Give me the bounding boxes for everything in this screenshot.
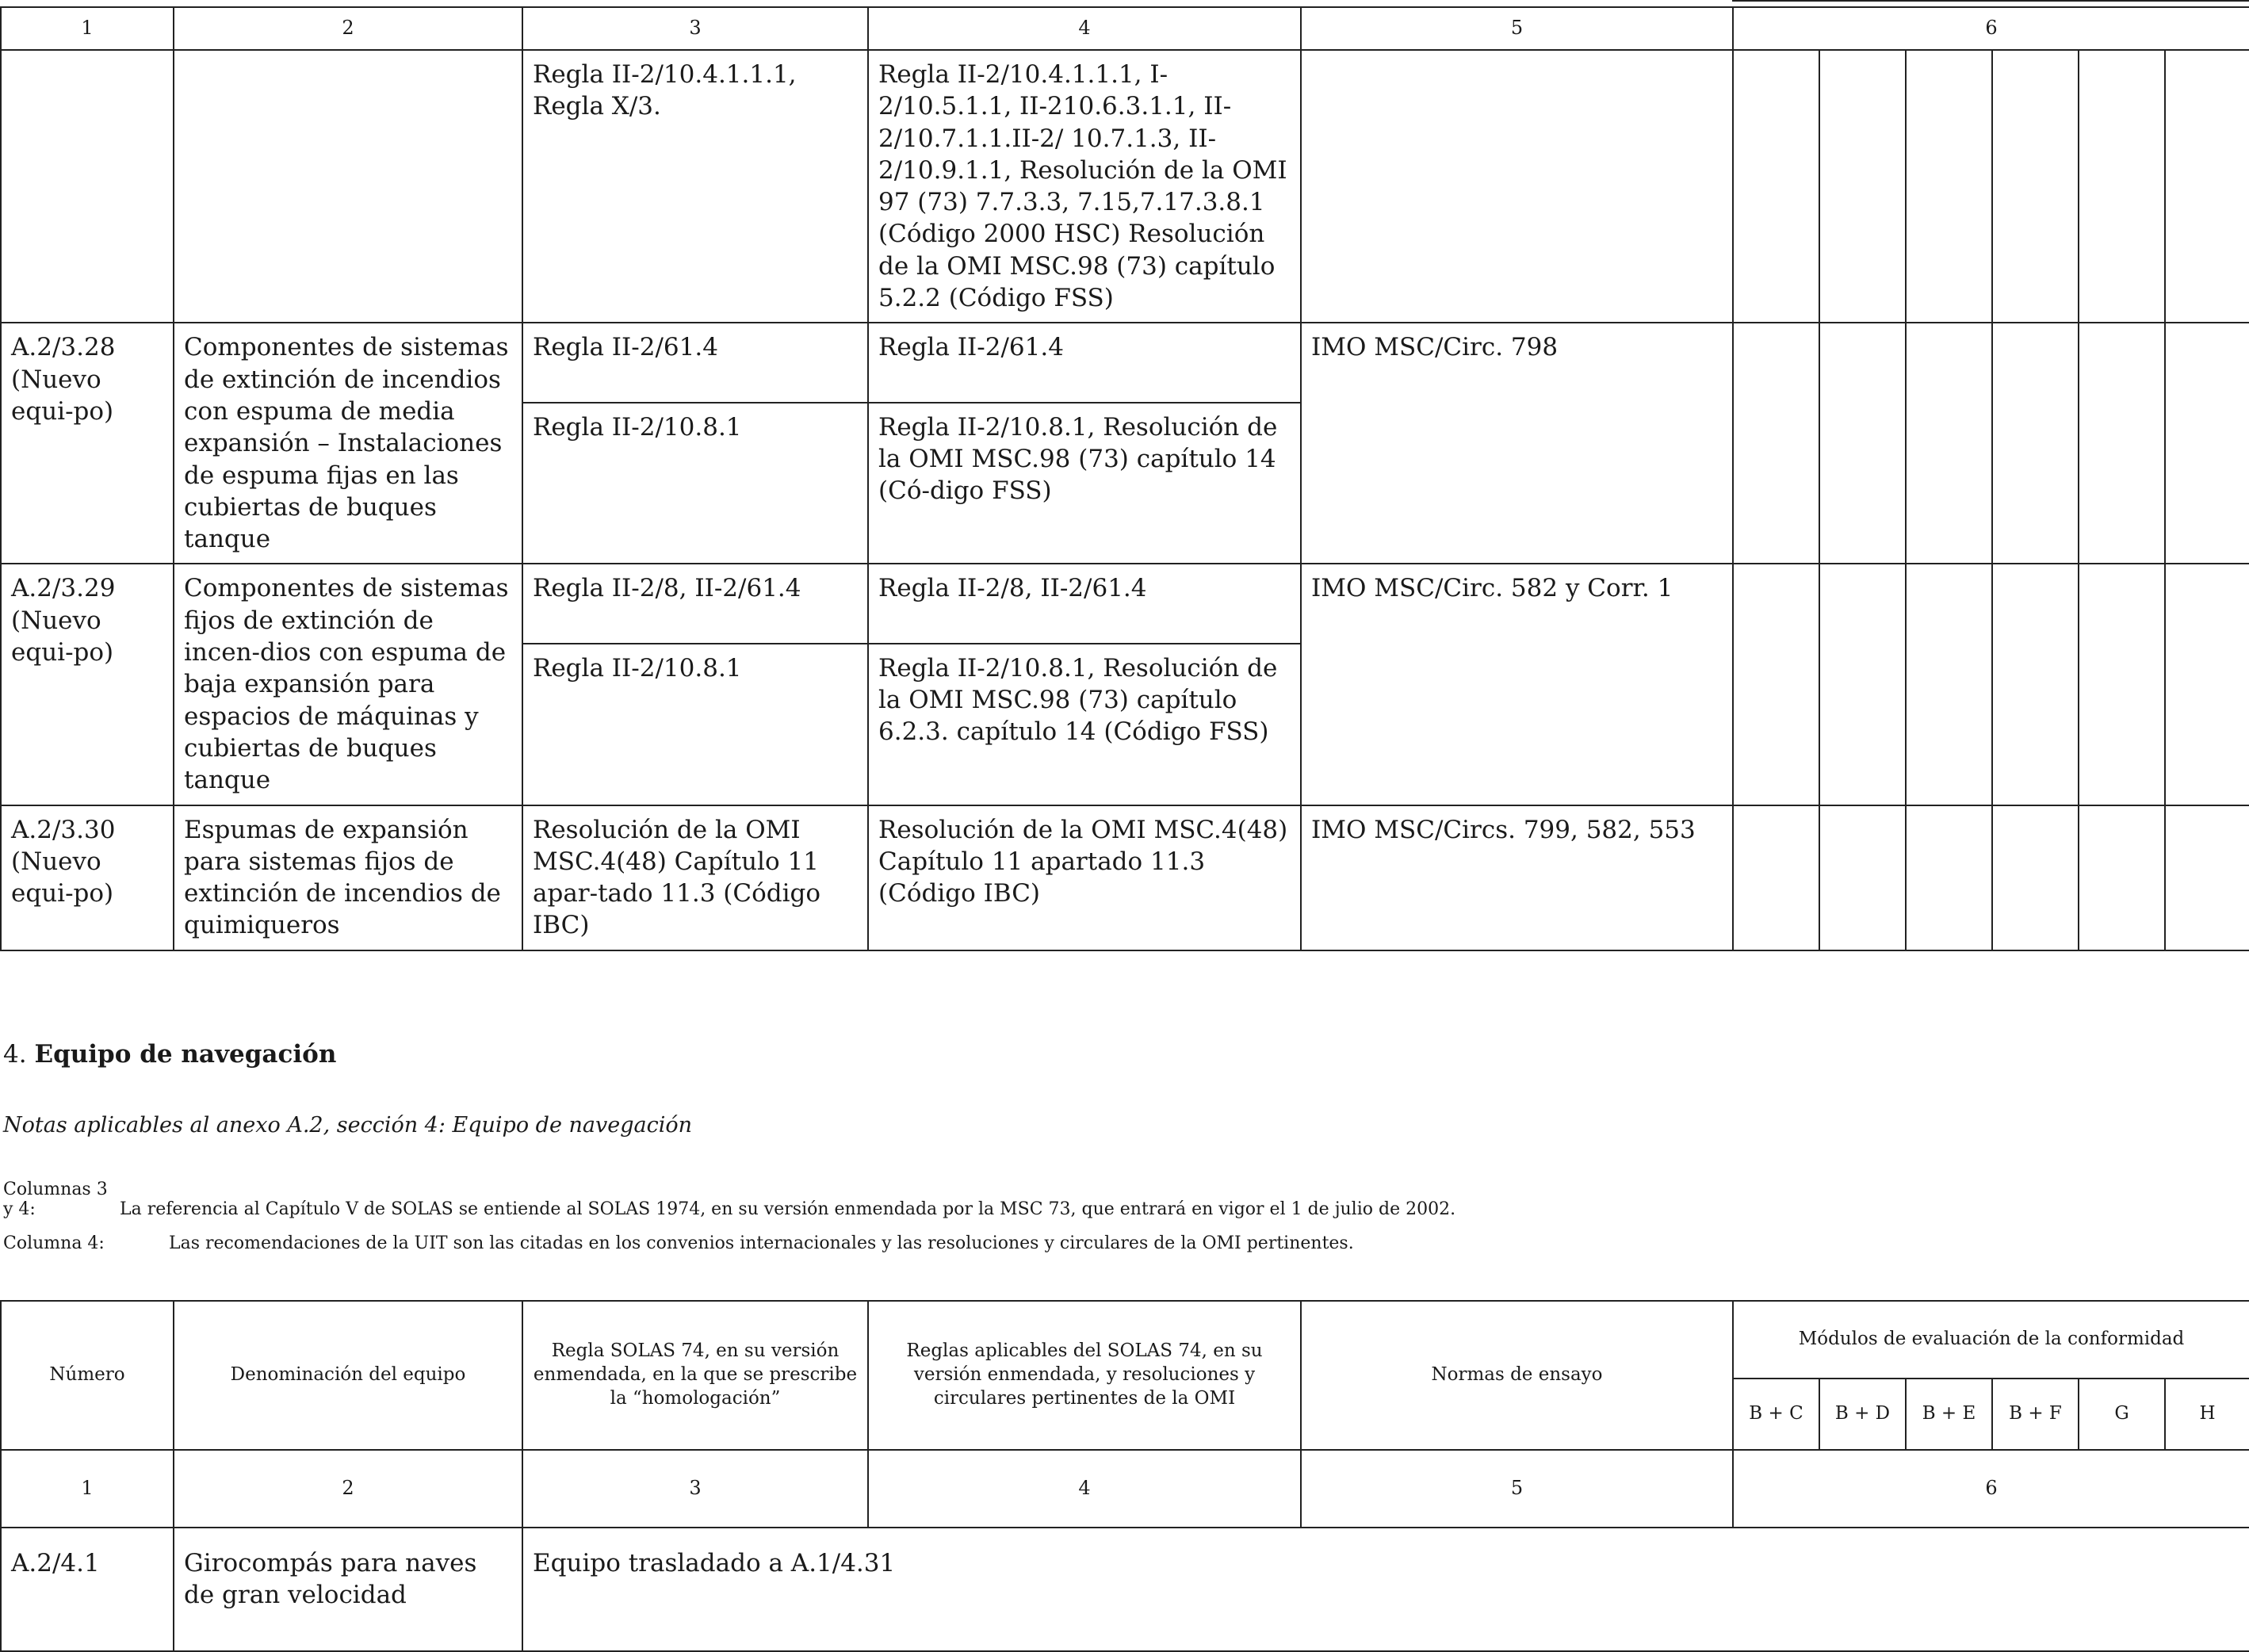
column-number-row [1, 1450, 2249, 1528]
col-number-4: 4 [868, 7, 1301, 50]
note-column-4 [3, 1233, 1354, 1253]
table-row [1, 1528, 2249, 1651]
row-number-cell: A.2/4.1 [1, 1528, 174, 1651]
solas-rule-cell: Resolución de la OMI MSC.4(48) Capítulo 11 apar-tado 11.3 (Código IBC) [522, 805, 868, 950]
module-cell [1819, 50, 1906, 323]
header-reglas-aplicables: Reglas aplicables del SOLAS 74, en su versión enmendada, y resoluciones y circulares pertinentes de la OMI [868, 1301, 1301, 1450]
col-number-6: 6 [1733, 1450, 2249, 1528]
module-cell [1992, 805, 2079, 950]
module-cell [2079, 50, 2165, 323]
module-header: B + C [1733, 1379, 1819, 1450]
module-cell [2079, 805, 2165, 950]
module-cell [1992, 564, 2079, 805]
solas-rule-cell: Regla II-2/8, II-2/61.4 [522, 564, 868, 643]
applicable-rules-cell: Regla II-2/10.4.1.1.1, I-2/10.5.1.1, II-210.6.3.1.1, II-2/10.7.1.1.II-2/ 10.7.1.3, II-2/10.9.1.1, Resolución de la OMI 97 (73) 7.7.3.3, 7.15,7.17.3.8.1 (Código 2000 HSC) Resolución de la OMI MSC.98 (73) capítulo 5.2.2 (Código FSS) [868, 50, 1301, 323]
equipment-name-cell: Componentes de sistemas fijos de extinción de incen-dios con espuma de baja expansión para espacios de máquinas y cubiertas de buques tanque [174, 564, 522, 805]
col-number-5: 5 [1301, 7, 1733, 50]
col-number-3: 3 [522, 7, 868, 50]
module-cell [2165, 805, 2249, 950]
row-number-cell: A.2/3.28 (Nuevo equi-po) [1, 323, 174, 564]
header-row [1, 1301, 2249, 1379]
section-number: 4. [3, 1040, 27, 1069]
table-row [1, 564, 2249, 643]
note-text: Las recomendaciones de la UIT son las citadas en los convenios internacionales y las resoluciones y circulares de la OMI pertinentes. [169, 1233, 1354, 1253]
applicable-rules-cell: Regla II-2/10.8.1, Resolución de la OMI MSC.98 (73) capítulo 14 (Có-digo FSS) [868, 403, 1301, 564]
equipment-name-cell: Girocompás para naves de gran velocidad [174, 1528, 522, 1651]
applicable-rules-cell: Regla II-2/61.4 [868, 323, 1301, 402]
module-cell [1906, 805, 1992, 950]
module-cell [2079, 564, 2165, 805]
module-header: B + E [1906, 1379, 1992, 1450]
module-cell [1819, 323, 1906, 564]
note-text: La referencia al Capítulo V de SOLAS se entiende al SOLAS 1974, en su versión enmendada por la MSC 73, que entrará en vigor el 1 de julio de 2002. [120, 1199, 1456, 1219]
applicable-rules-cell: Regla II-2/8, II-2/61.4 [868, 564, 1301, 643]
header-denominacion: Denominación del equipo [174, 1301, 522, 1450]
section-heading [3, 1040, 336, 1069]
equipment-name-cell [174, 50, 522, 323]
table-row [1, 50, 2249, 323]
header-numero: Número [1, 1301, 174, 1450]
module-cell [1733, 323, 1819, 564]
module-cell [1819, 564, 1906, 805]
table-row [1, 323, 2249, 402]
solas-rule-cell: Regla II-2/10.8.1 [522, 403, 868, 564]
equipment-name-cell: Espumas de expansión para sistemas fijos de extinción de incendios de quimiqueros [174, 805, 522, 950]
col-number-2: 2 [174, 1450, 522, 1528]
module-cell [1733, 805, 1819, 950]
module-header: H [2165, 1379, 2249, 1450]
test-standards-cell [1301, 50, 1733, 323]
test-standards-cell: IMO MSC/Circs. 799, 582, 553 [1301, 805, 1733, 950]
module-cell [1819, 805, 1906, 950]
col-number-2: 2 [174, 7, 522, 50]
test-standards-cell: IMO MSC/Circ. 582 y Corr. 1 [1301, 564, 1733, 805]
module-cell [2079, 323, 2165, 564]
equipment-name-cell: Componentes de sistemas de extinción de incendios con espuma de media expansión – Instalaciones de espuma fijas en las cubiertas de buques tanque [174, 323, 522, 564]
module-cell [2165, 323, 2249, 564]
header-regla: Regla SOLAS 74, en su versión enmendada, en la que se prescribe la “homologación” [522, 1301, 868, 1450]
note-label: Columna 4: [3, 1233, 105, 1253]
module-cell [1906, 564, 1992, 805]
module-header: B + D [1819, 1379, 1906, 1450]
fire-equipment-table [0, 6, 2249, 951]
solas-rule-cell: Regla II-2/10.4.1.1.1, Regla X/3. [522, 50, 868, 323]
module-cell [1733, 50, 1819, 323]
solas-rule-cell: Regla II-2/10.8.1 [522, 644, 868, 805]
module-header: B + F [1992, 1379, 2079, 1450]
section-title: Equipo de navegación [34, 1040, 337, 1069]
note-columns-3-4 [3, 1180, 1455, 1219]
module-cell [1992, 50, 2079, 323]
column-number-row [1, 7, 2249, 50]
col-number-1: 1 [1, 1450, 174, 1528]
module-cell [2165, 564, 2249, 805]
header-modulos: Módulos de evaluación de la conformidad [1733, 1301, 2249, 1379]
moved-equipment-cell: Equipo trasladado a A.1/4.31 [522, 1528, 2249, 1651]
applicable-rules-cell: Resolución de la OMI MSC.4(48) Capítulo 11 apartado 11.3 (Código IBC) [868, 805, 1301, 950]
row-number-cell: A.2/3.30 (Nuevo equi-po) [1, 805, 174, 950]
module-cell [1992, 323, 2079, 564]
col-number-5: 5 [1301, 1450, 1733, 1528]
module-cell [1733, 564, 1819, 805]
navigation-equipment-table [0, 1300, 2249, 1652]
module-header: G [2079, 1379, 2165, 1450]
module-cell [2165, 50, 2249, 323]
row-number-cell: A.2/3.29 (Nuevo equi-po) [1, 564, 174, 805]
notes-title: Notas aplicables al anexo A.2, sección 4: Equipo de navegación [3, 1113, 693, 1138]
note-label: Columnas 3 y 4: [3, 1180, 108, 1219]
applicable-rules-cell: Regla II-2/10.8.1, Resolución de la OMI MSC.98 (73) capítulo 6.2.3. capítulo 14 (Código FSS) [868, 644, 1301, 805]
module-cell [1906, 50, 1992, 323]
col-number-3: 3 [522, 1450, 868, 1528]
col-number-4: 4 [868, 1450, 1301, 1528]
header-normas: Normas de ensayo [1301, 1301, 1733, 1450]
col-number-1: 1 [1, 7, 174, 50]
col-number-6: 6 [1733, 7, 2249, 50]
test-standards-cell: IMO MSC/Circ. 798 [1301, 323, 1733, 564]
table-row [1, 805, 2249, 950]
module-cell [1906, 323, 1992, 564]
solas-rule-cell: Regla II-2/61.4 [522, 323, 868, 402]
row-number-cell [1, 50, 174, 323]
top-rule [1732, 0, 2249, 2]
